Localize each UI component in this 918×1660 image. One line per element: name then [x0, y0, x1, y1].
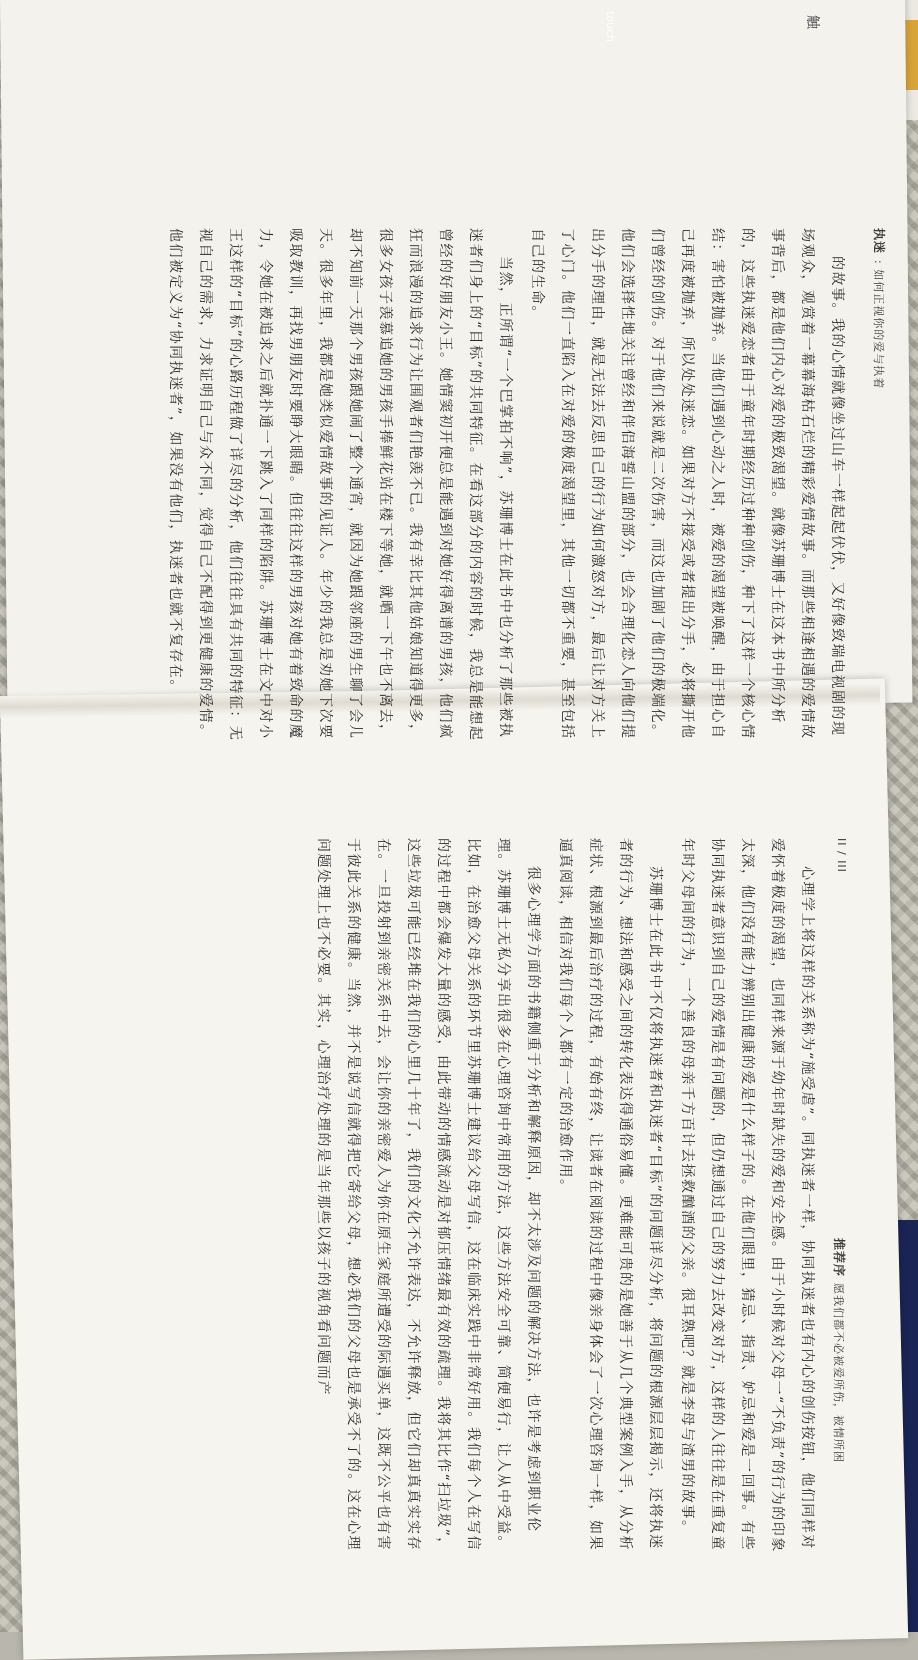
running-head-bottom-bold: 推荐序: [832, 1238, 846, 1278]
body-paragraph: 苏珊博士在此书中不仅将执迷者和执迷者“目标”的问题详尽分析，将问题的根源层层揭示，还将执迷者的行为、想法和感受之间的转化表达得通俗易懂。更难能可贵的是她善于从几个典型案例入手，从分析症状、根源到最后治疗的过程，有始有终，让读者在阅读的过程中像亲身体会了一次心理咨询一样，如果逼真阅读，相信对我们每个人都有一定的治愈作用。: [557, 838, 663, 1551]
running-head-top-bold: 执迷: [872, 228, 886, 255]
background-touch-label: touch: [604, 10, 618, 43]
body-paragraph: 当然，正所谓“一个巴掌拍不响”，苏珊博士在此书中也分析了那些被执迷者们身上的“目标”的共同特征。在看这部分的内容的时候，我总是能想起曾经的好朋友小王。她情窦初开便总是能遇到对她好得离谱的男孩，他们疯狂而浪漫的追求行为让围观者们艳羡不已。我有幸比其他姑娘知道得更多，很多女孩子羡慕追她的男孩手捧鲜花站在楼下等她，就晒一下午也不离去，却不知前一天那个男孩跟她闹了整个通宵，就因为她跟邻座的男生聊了会儿天。很多年里，我都是她类似爱情故事的见证人。年少的我总是劝她下次要吸取教训，再找男朋友时要睁大眼睛。但往往这样的男孩对她有着致命的魔力，令她在被追求之后就扑通一下跳入了同样的陷阱。苏珊博士在文中对小王这样的“目标”的心路历程做了详尽的分析，他们往往具有共同的特征：无视自己的需求，力求证明自己与众不同，觉得自己不配得到更健康的爱情。他们被定义为“协同执迷者”，如果没有他们，执迷者也就不复存在。: [167, 228, 513, 742]
running-head-bottom-text: 愿我们都不必被爱所伤，被情所困: [832, 1283, 845, 1464]
body-paragraph: 的故事。我的心情就像坐过山车一样起起伏伏，又好像致瑞电视剧的现场观众，观赏着一幕幕海枯石烂的精彩爱情故事。而那些相逢相遇的爱情故事背后，都是他们内心对爱的极致渴望。就像苏珊博士在这本书中所分析的，这些执迷爱恋者由于童年时期经历过种种创伤，种下了这样一个核心情结：害怕被抛弃。当他们遇到心动之人时，被爱的渴望被唤醒，由于担心自己再度被抛弃，所以处处迷恋。如果对方不接受或者提出分手，必将撕开他们曾经的创伤。对于他们来说就是二次伤害，而这也加剧了他们的极端化。他们会选择性地关注曾经和伴侣海誓山盟的部分，也会合理化恋人向他们提出分手的理由，就是无法去反思自己的行为如何激怒对方，最后让对方关上了心门。他们一直陷入在对爱的极度渴望里，其他一切都不重要，甚至包括自己的生命。: [529, 228, 845, 740]
running-head-top-text: : 如何正视你的爱与执着: [872, 260, 885, 390]
background-glyph: 触: [804, 15, 820, 29]
body-paragraph: 心理学上将这样的关系称为“施受虐”。同执迷者一样，协同执迷者也有内心的创伤按钮，他们同样对爱怀着极度的渴望，也同样来源于幼年时缺失的爱和安全感。由于小时候对父母一“不负责”的行为的印象太深，他们没有能力辨别出健康的爱是什么样子的。在他们眼里，猜忌、指责、妒忌和爱是一回事。有些协同执迷者意识到自己的爱情是有问题的，但仍想通过自己的努力去改变对方，这样的人往往是在重复童年时父母间的行为，一个善良的母亲千方百计去拯救酗酒的父亲。很耳熟吧？就是李母与渣男的故事。: [679, 838, 815, 1553]
top-page-body: [158, 228, 852, 748]
page-number: II / III: [835, 838, 848, 873]
running-head-top: [871, 228, 888, 389]
running-head-bottom: [831, 1238, 848, 1463]
body-paragraph: 很多心理学方面的书籍侧重于分析和解释原因，却不太涉及问题的解决方法，也许是考虑到职业伦理。苏珊博士无私分享出很多在心理咨询中常用的方法，这些方法安全可靠、简便易行，让人从中受益。比如，在治愈父母关系的环节里苏珊博士建议给父母写信，这在临床实践中非常好用。我们每个人在写信的过程中都会爆发大量的感受，由此带动的情感流动是对郁压情绪最有效的疏理。我将其比作“扫垃圾”，这些垃圾可能已经堆在我们的心里几十年了，我们的文化不允许表达，不允许释放，但它们却真真实实存在。一旦投射到亲密关系中去，会让你的亲密爱人为你在原生家庭所遭受的际遇买单，这既不公平也有害于彼此关系的健康。当然，并不是说写信就得把它寄给父母，想必我们的父母也是承受不了的。这在心理问题处理上也不必要。其实，心理治疗处理的是当年那些以孩子的视角看问题而产: [315, 838, 541, 1553]
bottom-page-body: [306, 838, 822, 1558]
